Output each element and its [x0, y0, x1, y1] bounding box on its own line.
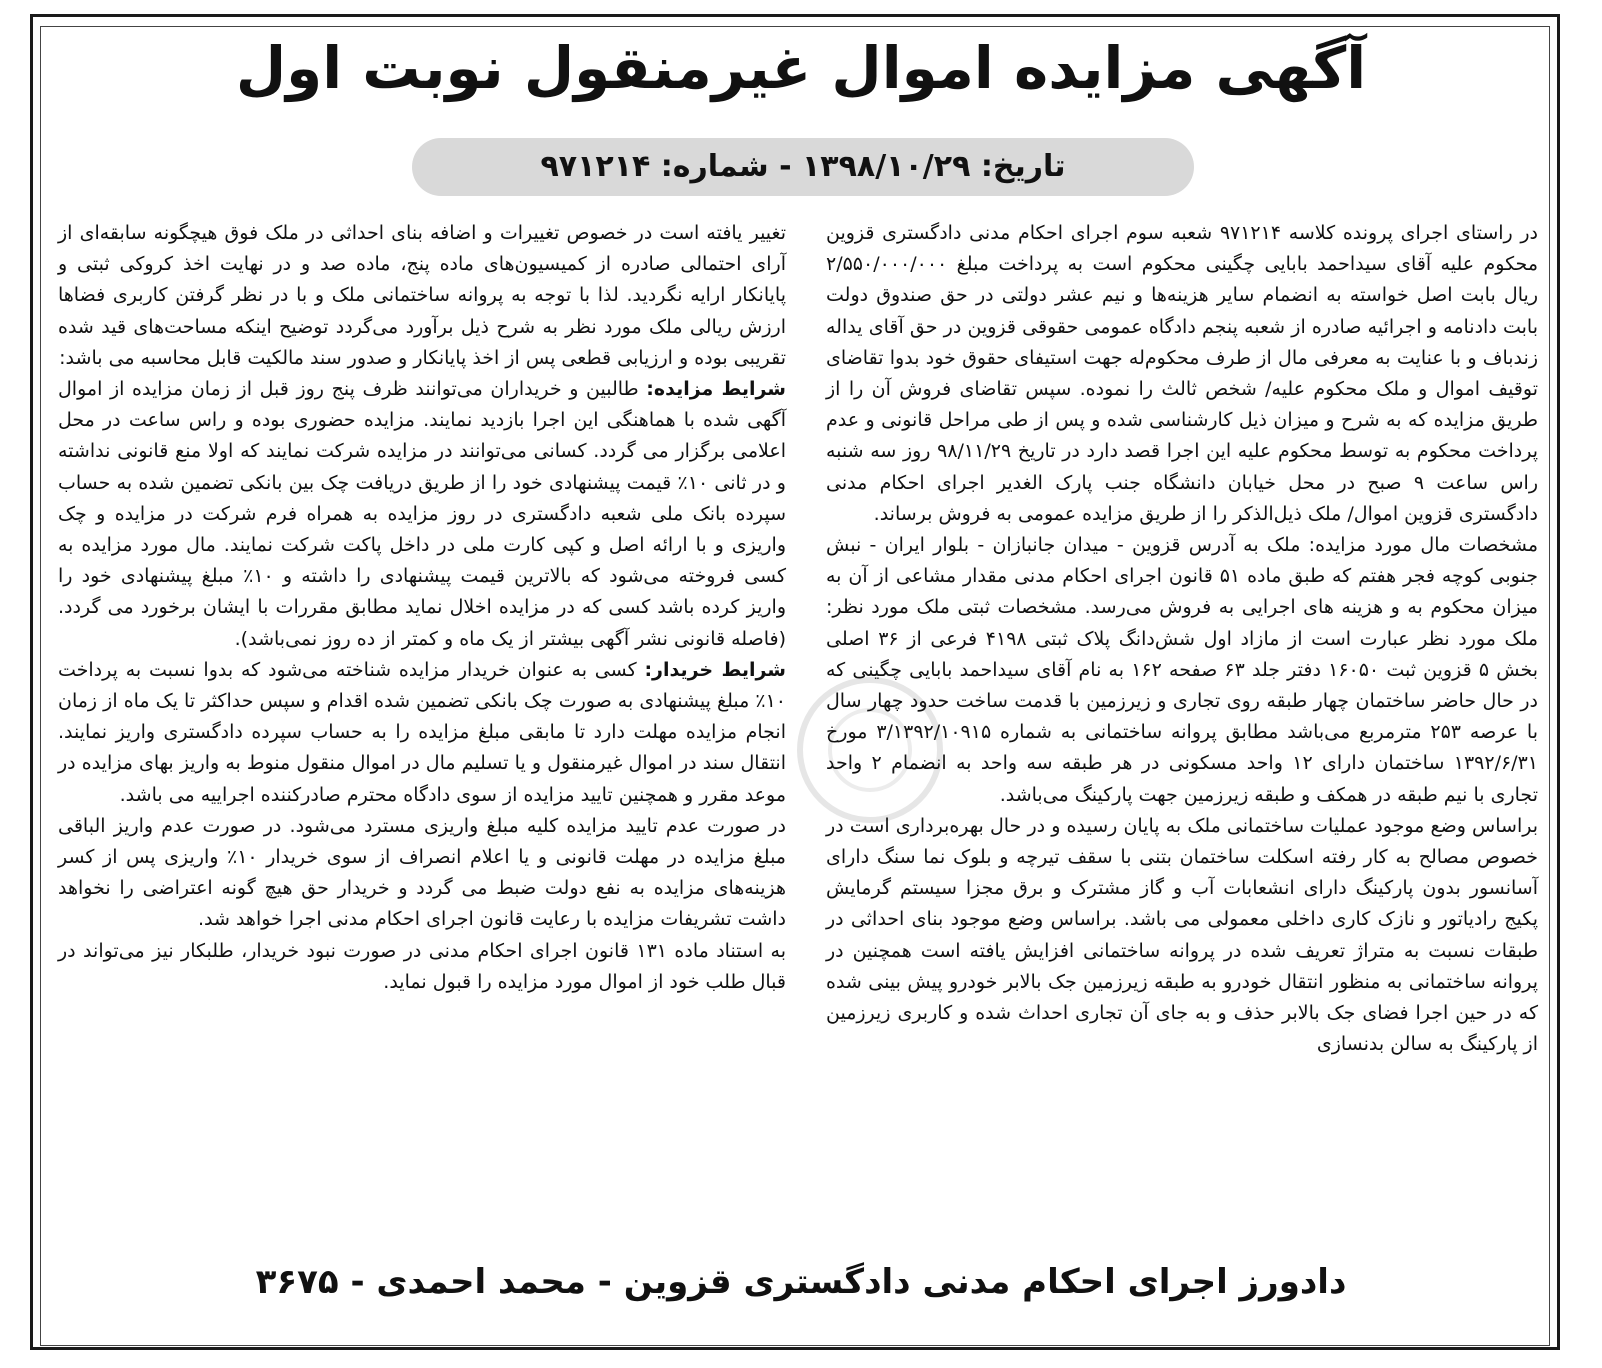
left-column [58, 218, 786, 998]
case-intro-paragraph: در راستای اجرای پرونده کلاسه ۹۷۱۲۱۴ شعبه سوم اجرای احکام مدنی دادگستری قزوین محکوم علیه آقای سیداحمد بابایی چگینی محکوم است به پرداخت مبلغ ۲/۵۵۰/۰۰۰/۰۰۰ ریال بابت اصل خواسته به انضمام سایر هزینه‌ها و نیم عشر دولتی در حق صندوق دولت بابت دادنامه و اجرائیه صادره از شعبه پنجم دادگاه عمومی حقوقی قزوین در حق آقای یداله زندباف و با عنایت به معرفی مال از طرف محکوم‌له جهت استیفای حقوق خود بدوا تقاضای توقیف اموال و ملک محکوم علیه/ شخص ثالث را نموده. سپس تقاضای فروش آن را از طریق مزایده که به شرح و میزان ذیل کارشناسی شده و پس از طی مراحل قانونی و عدم پرداخت محکوم به توسط محکوم علیه این اجرا قصد دارد در تاریخ ۹۸/۱۱/۲۹ روز سه شنبه راس ساعت ۹ صبح در محل خیابان دانشگاه جنب پارک الغدیر اجرای احکام مدنی دادگستری قزوین اموال/ ملک ذیل‌الذکر را از طریق مزایده عمومی به فروش برساند. [826, 222, 1539, 525]
signature-footer: دادورز اجرای احکام مدنی دادگستری قزوین - محمد احمدی - ۳۶۷۵ [255, 1262, 1347, 1302]
auction-conditions-paragraph [58, 374, 786, 655]
auction-conditions-text: طالبین و خریداران می‌توانند ظرف پنج روز قبل از زمان مزایده از اموال آگهی شده با هماهنگی این اجرا بازدید نمایند. مزایده حضوری بوده و راس ساعت در محل اعلامی برگزار می گردد. کسانی می‌توانند در مزایده شرکت نمایند که اولا منع قانونی نداشته و در ثانی ۱۰٪ قیمت پیشنهادی خود را از طریق دریافت چک بین بانکی تضمین شده به حساب سپرده بانک ملی شعبه دادگستری در روز مزایده به همراه فرم شرکت در مزایده و چک واریزی و با ارائه اصل و کپی کارت ملی در داخل پاکت شرکت نمایند. مال مورد مزایده به کسی فروخته می‌شود که بالاترین قیمت پیشنهادی را داشته و ۱۰٪ مبلغ پیشنهادی خود را واریز کرده باشد کسی که در مزایده اخلال نماید مطابق مقررات با ایشان برخورد می گردد. (فاصله قانونی نشر آگهی بیشتر از یک ماه و کمتر از ده روز نمی‌باشد). [58, 378, 786, 650]
right-column [826, 218, 1538, 1060]
notice-title: آگهی مزایده اموال غیرمنقول نوبت اول [235, 34, 1367, 102]
buyer-conditions-text: کسی به عنوان خریدار مزایده شناخته می‌شود که بدوا نسبت به پرداخت ۱۰٪ مبلغ پیشنهادی به صورت چک بانکی تضمین شده اقدام و سپس حداکثر تا یک ماه از زمان انجام مزایده مهلت دارد تا مابقی مبلغ مزایده را به حساب سپرده دادگستری واریز نمایند. انتقال سند در اموال غیرمنقول و یا تسلیم مال در اموال منقول منوط به واریز بهای مزایده در موعد مقرر و همچنین تایید مزایده از سوی دادگاه محترم صادرکننده اجراییه می باشد. [58, 658, 786, 806]
buyer-conditions-paragraph [58, 655, 786, 811]
valuation-paragraph: تغییر یافته است در خصوص تغییرات و اضافه بنای احداثی در ملک فوق هیچگونه سابقه‌ای از آرای احتمالی صادره از کمیسیون‌های ماده پنج، ماده صد و در نهایت اخذ کروکی ثبتی و پایانکار ارایه نگردید. لذا با توجه به پروانه ساختمانی ملک و با در نظر گرفتن کاربری فضاها ارزش ریالی ملک مورد نظر به شرح ذیل برآورد می‌گردد توضیح اینکه مساحت‌های قید شده تقریبی بوده و ارزیابی قطعی پس از اخذ پایانکار و صدور سند مالکیت قابل محاسبه می باشد: [58, 222, 786, 369]
auction-conditions-label: شرایط مزایده: [646, 378, 786, 401]
property-specs-paragraph: مشخصات مال مورد مزایده: ملک به آدرس قزوین - میدان جانبازان - بلوار ایران - نبش جنوبی کوچه فجر هفتم که طبق ماده ۵۱ قانون اجرای احکام مدنی مقدار مشاعی از آن به میزان محکوم به و هزینه های اجرایی به فروش می‌رسد. مشخصات ثبتی ملک مورد نظر: ملک مورد نظر عبارت است از مازاد اول شش‌دانگ پلاک ثبتی ۴۱۹۸ فرعی از ۳۶ اصلی بخش ۵ قزوین ثبت ۱۶۰۵۰ دفتر جلد ۶۳ صفحه ۱۶۲ به نام آقای سیداحمد بابایی چگینی که در حال حاضر ساختمان چهار طبقه روی تجاری و زیرزمین با قدمت ساخت حدود چهار سال با عرصه ۲۵۳ مترمربع می‌باشد مطابق پروانه ساختمانی به شماره ۳/۱۳۹۲/۱۰۹۱۵ مورخ ۱۳۹۲/۶/۳۱ ساختمان دارای ۱۲ واحد مسکونی در هر طبقه سه واحد به انضمام ۲ واحد تجاری با نیم طبقه در همکف و طبقه زیرزمین جهت پارکینگ می‌باشد. [826, 534, 1539, 806]
building-status-paragraph: براساس وضع موجود عملیات ساختمانی ملک به پایان رسیده و در حال بهره‌برداری است در خصوص مصالح به کار رفته اسکلت ساختمان بتنی با سقف تیرچه و بلوک نما سنگ دارای آسانسور بدون پارکینگ دارای انشعابات آب و گاز مشترک و برق مجزا سیستم گرمایش پکیج رادیاتور و نازک کاری داخلی معمولی می باشد. براساس وضع موجود بنای احداثی در طبقات نسبت به متراژ تعریف شده در پروانه ساختمانی افزایش یافته است همچنین در پروانه ساختمانی به منظور انتقال خودرو به طبقه زیرزمین جک بالابر خودرو پیش بینی شده که در حین اجرا فضای جک بالابر حذف و به جای آن تجاری احداث شده و کاربری زیرزمین از پارکینگ به سالن بدنسازی [826, 814, 1538, 1056]
refund-paragraph: در صورت عدم تایید مزایده کلیه مبلغ واریزی مسترد می‌شود. در صورت عدم واریز الباقی مبلغ مزایده در مهلت قانونی و یا اعلام انصراف از سوی خریدار ۱۰٪ واریزی پس از کسر هزینه‌های مزایده به نفع دولت ضبط می گردد و خریدار حق هیچ گونه اعتراضی را نخواهد داشت تشریفات مزایده با رعایت قانون اجرای احکام مدنی اجرا خواهد شد. [58, 814, 786, 931]
buyer-conditions-label: شرایط خریدار: [644, 658, 786, 681]
date-number-banner: تاریخ: ۱۳۹۸/۱۰/۲۹ - شماره: ۹۷۱۲۱۴ [412, 138, 1194, 196]
article-131-paragraph: به استناد ماده ۱۳۱ قانون اجرای احکام مدنی در صورت نبود خریدار، طلبکار نیز می‌تواند در قبال طلب خود از اموال مورد مزایده را قبول نماید. [58, 939, 787, 993]
